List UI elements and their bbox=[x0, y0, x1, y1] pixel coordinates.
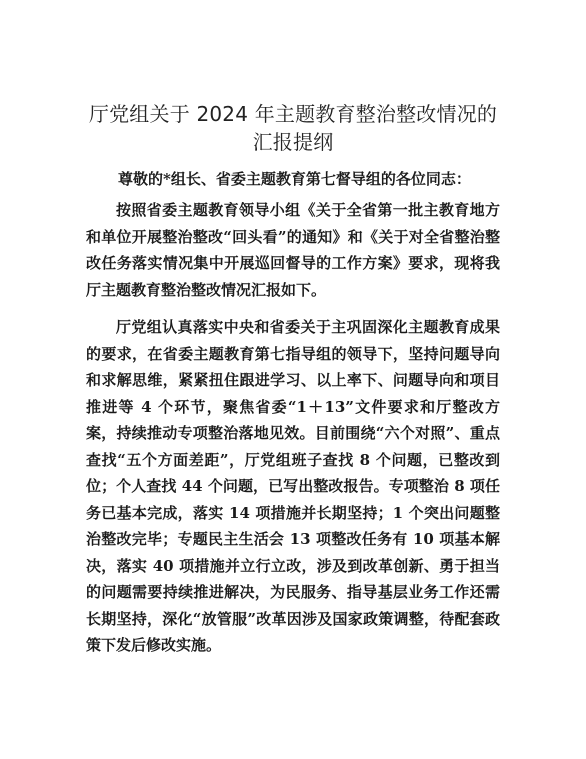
paragraph-intro: 按照省委主题教育领导小组《关于全省第一批主教育地方和单位开展整治整改“回头看”的通知》和《关于对全省整治整改任务落实情况集中开展巡回督导的工作方案》要求，现将我厅主题教育整治整改情况汇报如下。 bbox=[86, 201, 500, 299]
salutation: 尊敬的*组长、省委主题教育第七督导组的各位同志： bbox=[118, 170, 471, 188]
paragraph-body: 厅党组认真落实中央和省委关于主巩固深化主题教育成果的要求，在省委主题教育第七指导组的领导下，坚持问题导向和求解思维，紧紧扭住跟进学习、以上率下、问题导向和项目推进等 4 个环节，聚焦省委“1＋13”文件要求和厅整改方案，持续推动专项整治落地见效。目前围绕“六个对照”、重点查找“五个方面差距”，厅党组班子查找 8 个问题，已整改到位；个人查找 44 个问题，已写出整改报告。专项整治 8 项任务已基本完成，落实 14 项措施并长期坚持；1 个突出问题整治整改完毕；专题民主生活会 13 项整改任务有 10 项基本解决，落实 40 项措施并立行立改，涉及到改革创新、勇于担当的问题需要持续推进解决，为民服务、指导基层业务工作还需长期坚持，深化“放管服”改革因涉及国家政策调整，待配套政策下发后修改实施。 bbox=[86, 318, 500, 654]
document-title: 厅党组关于 2024 年主题教育整治整改情况的汇报提纲 bbox=[88, 102, 498, 154]
